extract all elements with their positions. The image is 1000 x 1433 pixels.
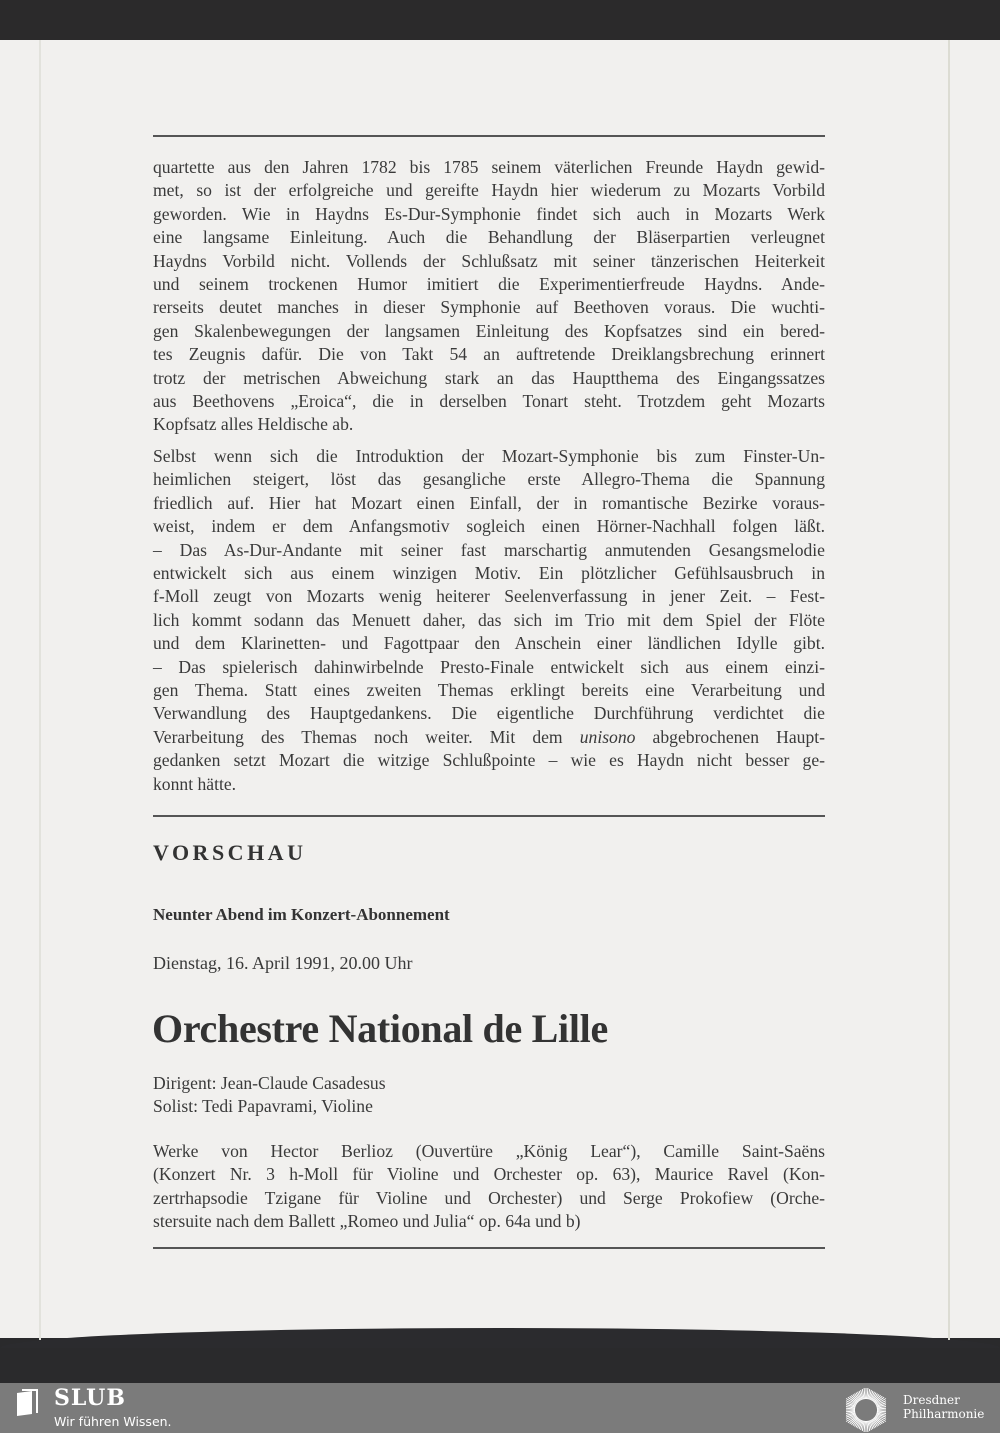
text-line: weist, indem er dem Anfangsmotiv sogleich einen Hörner-Nachhall folgen läßt. (153, 516, 825, 537)
works-line: stersuite nach dem Ballett „Romeo und Julia“ op. 64a und b) (153, 1211, 581, 1232)
works-line: (Konzert Nr. 3 h-Moll für Violine und Orchester op. 63), Maurice Ravel (Kon- (153, 1164, 825, 1185)
footer-bar (0, 1383, 1000, 1433)
text-line: quartette aus den Jahren 1782 bis 1785 seinem väterlichen Freunde Haydn gewid- (153, 157, 825, 177)
preview-heading: VORSCHAU (153, 840, 307, 865)
text-line: rerseits deutet manches in dieser Symphonie auf Beethoven voraus. Die wuchti- (153, 297, 825, 318)
concert-series-title: Neunter Abend im Konzert-Abonnement (153, 905, 450, 924)
text-line: friedlich auf. Hier hat Mozart einen Einfall, der in romantische Bezirke voraus- (153, 492, 825, 513)
text-line: entwickelt sich aus einem winzigen Motiv. Ein plötzlicher Gefühlsausbruch in (153, 562, 825, 583)
bottom-divider (153, 1247, 825, 1249)
article-body (153, 156, 825, 796)
text-line: – Das spielerisch dahinwirbelnde Presto-Finale entwickelt sich aus einem einzi- (153, 656, 825, 677)
text-line: konnt hätte. (153, 773, 237, 794)
works-line: zertrhapsodie Tzigane für Violine und Orchester) und Serge Prokofiew (Orche- (153, 1187, 825, 1208)
text-line: trotz der metrischen Abweichung stark an das Hauptthema des Eingangssatzes (153, 367, 825, 388)
conductor-credit: Dirigent: Jean-Claude Casadesus (153, 1073, 386, 1093)
text-line: eine langsame Einleitung. Auch die Behandlung der Bläserpartien verleugnet (153, 227, 825, 248)
text-line: f-Moll zeugt von Mozarts wenig heiterer Seelenverfassung in jener Zeit. – Fest- (153, 586, 825, 607)
top-divider (153, 135, 825, 137)
page-fold-right (948, 40, 950, 1340)
logo-ray (846, 1411, 855, 1412)
text-line: Verwandlung des Hauptgedankens. Die eigentliche Durchführung verdichtet die (153, 703, 825, 724)
library-tagline: Wir führen Wissen. (54, 1414, 172, 1429)
sunburst-logo-icon[interactable] (840, 1388, 892, 1432)
partner-name-line2: Philharmonie (903, 1407, 985, 1421)
article-paragraph-2 (153, 445, 825, 796)
section-divider (153, 815, 825, 817)
italic-term: unisono (579, 726, 636, 747)
text-line: und dem Klarinetten- und Fagottpaar den Anschein einer ländlichen Idylle gibt. (153, 633, 825, 654)
logo-ray (877, 1411, 886, 1412)
text-line: gedanken setzt Mozart die witzige Schlußpointe – wie es Haydn nicht besser ge- (153, 750, 825, 771)
page-fold-left (39, 40, 41, 1340)
text-line: Kopfsatz alles Heldische ab. (153, 414, 354, 435)
text-line: heimlichen steigert, löst das gesangliche erste Allegro-Thema die Spannung (153, 469, 825, 490)
scan-top-border (0, 0, 1000, 40)
text-line: und seinem trockenen Humor imitiert die Experimentierfreude Haydns. Ande- (153, 274, 825, 295)
logo-ray (846, 1408, 855, 1409)
orchestra-name: Orchestre National de Lille (152, 1006, 608, 1051)
text-line: – Das As-Dur-Andante mit seiner fast marschartig anmutenden Gesangsmelodie (153, 539, 825, 560)
text-line: geworden. Wie in Haydns Es-Dur-Symphonie findet sich auch in Mozarts Werk (153, 203, 825, 224)
book-icon (14, 1389, 40, 1417)
library-name[interactable]: SLUB (54, 1385, 126, 1411)
program-works (153, 1140, 825, 1234)
text-line: gen Thema. Statt eines zweiten Themas erklingt bereits eine Verarbeitung und (153, 679, 825, 700)
text-line: gen Skalenbewegungen der langsamen Einleitung des Kopfsatzes sind ein bered- (153, 320, 825, 341)
partner-name[interactable] (903, 1393, 984, 1421)
works-line: Werke von Hector Berlioz (Ouvertüre „König Lear“), Camille Saint-Saëns (153, 1141, 825, 1161)
text-line: lich kommt sodann das Menuett daher, das sich im Trio mit dem Spiel der Flöte (153, 609, 825, 630)
text-line: Selbst wenn sich die Introduktion der Mozart-Symphonie bis zum Finster-Un- (153, 445, 825, 466)
text-line: aus Beethovens „Eroica“, die in derselben Tonart steht. Trotzdem geht Mozarts (153, 391, 825, 412)
text-line: Haydns Vorbild nicht. Vollends der Schlußsatz mit seiner tänzerischen Heiterkeit (153, 250, 825, 271)
logo-ray (877, 1408, 886, 1409)
concert-date: Dienstag, 16. April 1991, 20.00 Uhr (153, 953, 413, 973)
soloist-credit: Solist: Tedi Papavrami, Violine (153, 1096, 373, 1116)
article-paragraph-1 (153, 156, 825, 437)
text-line: met, so ist der erfolgreiche und gereifte Haydn hier wiederum zu Mozarts Vorbild (153, 180, 825, 201)
text-line: Verarbeitung des Themas noch weiter. Mit dem unisono abgebrochenen Haupt- (153, 726, 825, 747)
text-line: tes Zeugnis dafür. Die von Takt 54 an auftretende Dreiklangsbrechung erinnert (153, 344, 825, 365)
partner-name-line1: Dresdner (903, 1393, 960, 1407)
performer-credits (153, 1072, 386, 1118)
